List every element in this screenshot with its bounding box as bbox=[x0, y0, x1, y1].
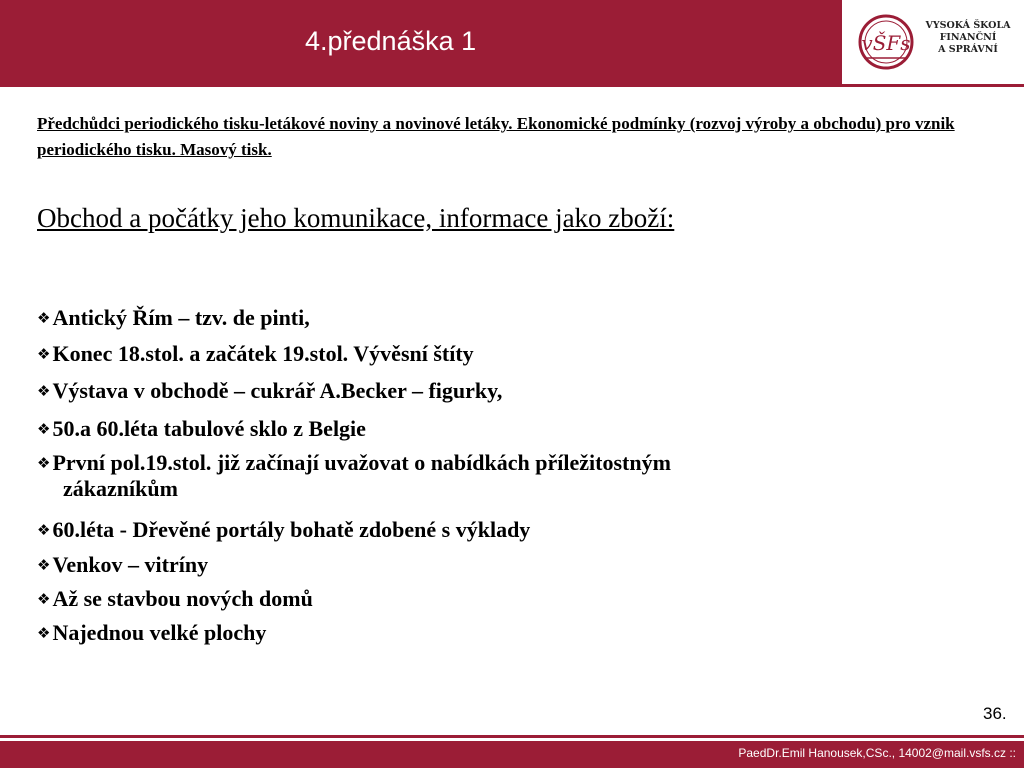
bullet-diamond-icon: ❖ bbox=[37, 345, 51, 363]
bullet-diamond-icon: ❖ bbox=[37, 521, 51, 539]
bullet-item bbox=[37, 552, 208, 578]
school-logo bbox=[842, 0, 1024, 87]
bullet-text: 50.a 60.léta tabulové sklo z Belgie bbox=[52, 416, 366, 441]
subtitle-text: Předchůdci periodického tisku-letákové noviny a novinové letáky. Ekonomické podmínky (rozvoj výroby a obchodu) pro vznik periodického tisku. Masový tisk. bbox=[37, 114, 955, 159]
logo-line-2: FINANČNÍ bbox=[939, 32, 997, 43]
lecture-subtitle bbox=[37, 111, 987, 163]
bullet-item bbox=[37, 586, 313, 612]
bullet-item bbox=[37, 341, 474, 367]
bullet-text: Venkov – vitríny bbox=[52, 552, 209, 577]
bullet-text: Výstava v obchodě – cukrář A.Becker – figurky, bbox=[52, 378, 503, 403]
bullet-text: 60.léta - Dřevěné portály bohatě zdobené s výklady bbox=[52, 517, 531, 542]
bullet-diamond-icon: ❖ bbox=[37, 420, 51, 438]
page-number: 36. bbox=[983, 704, 1007, 723]
section-heading: Obchod a počátky jeho komunikace, informace jako zboží: bbox=[37, 203, 675, 233]
bullet-text: Najednou velké plochy bbox=[52, 620, 267, 645]
logo-line-3: A SPRÁVNÍ bbox=[938, 44, 998, 55]
bullet-item bbox=[37, 305, 310, 331]
bullet-diamond-icon: ❖ bbox=[37, 309, 51, 327]
bullet-text: Až se stavbou nových domů bbox=[52, 586, 313, 611]
bullet-text: První pol.19.stol. již začínají uvažovat o nabídkách příležitostným bbox=[52, 450, 671, 475]
header-bar bbox=[0, 0, 842, 87]
bullet-item bbox=[37, 378, 502, 404]
bullet-text: Konec 18.stol. a začátek 19.stol. Vývěsní štíty bbox=[52, 341, 474, 366]
bullet-diamond-icon: ❖ bbox=[37, 556, 51, 574]
bullet-diamond-icon: ❖ bbox=[37, 590, 51, 608]
bullet-item bbox=[37, 517, 530, 543]
footer-author-contact: PaedDr.Emil Hanousek,CSc., 14002@mail.vsfs.cz :: bbox=[738, 746, 1016, 760]
vsfs-logo-icon bbox=[856, 12, 916, 72]
bullet-item bbox=[37, 450, 671, 502]
svg-text:vŠFs: vŠFs bbox=[861, 31, 911, 55]
logo-text bbox=[918, 20, 1018, 56]
logo-line-1: VYSOKÁ ŠKOLA bbox=[925, 20, 1011, 31]
bullet-text: Antický Řím – tzv. de pinti, bbox=[52, 305, 310, 330]
bullet-diamond-icon: ❖ bbox=[37, 454, 51, 472]
bullet-text-continuation: zákazníkům bbox=[63, 476, 178, 501]
bullet-diamond-icon: ❖ bbox=[37, 624, 51, 642]
slide-footer bbox=[0, 741, 1024, 768]
slide-title: 4.přednáška 1 bbox=[305, 26, 477, 56]
bullet-diamond-icon: ❖ bbox=[37, 382, 51, 400]
bullet-item bbox=[37, 620, 266, 646]
footer-divider bbox=[0, 735, 1024, 738]
bullet-item bbox=[37, 416, 366, 442]
slide-header bbox=[0, 0, 1024, 87]
